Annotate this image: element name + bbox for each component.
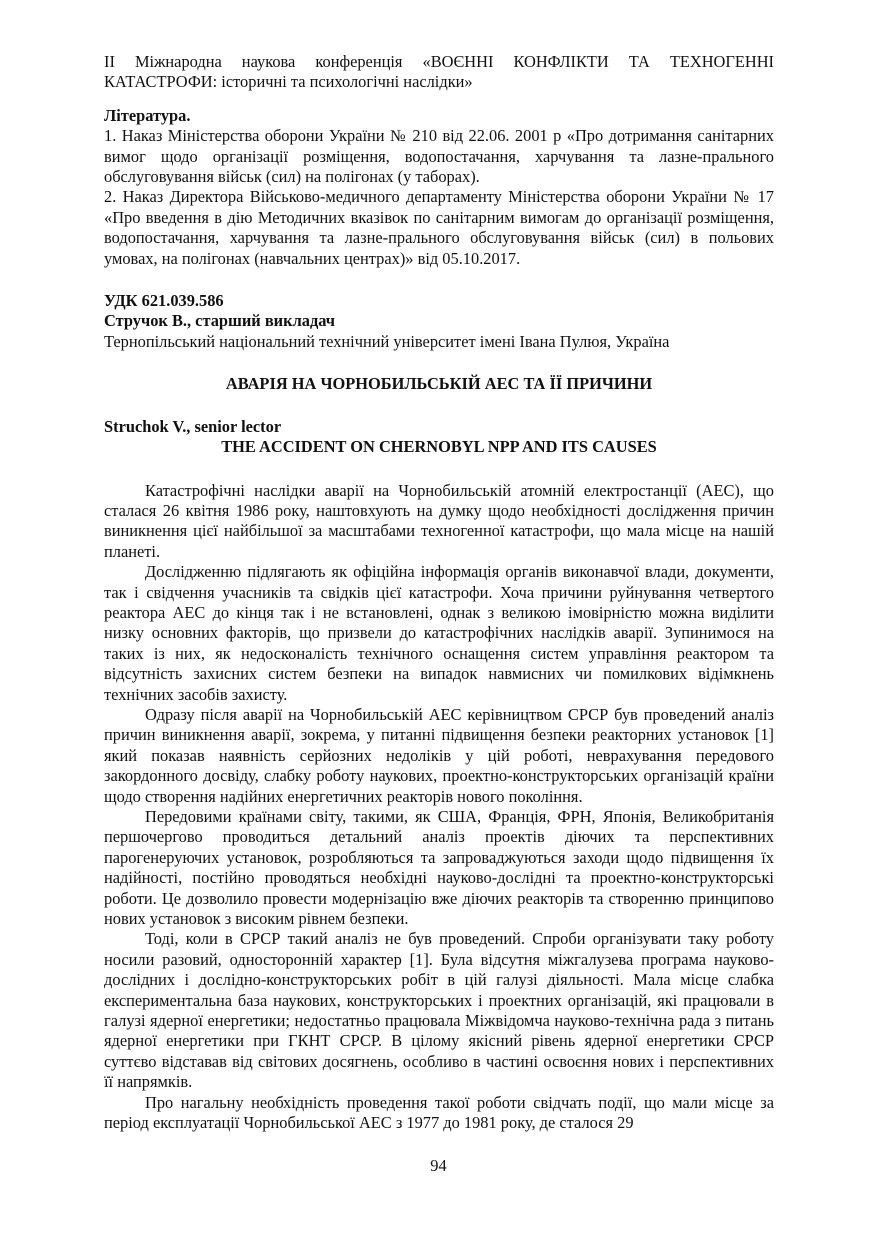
body-paragraph: Одразу після аварії на Чорнобильській АЕС керівництвом СРСР був проведений аналіз причин виникнення аварії, зокрема, у питанні підвищення безпеки реакторних установок [1] який показав наявність серйозних недоліків у цій роботі, неврахування передового закордонного досвіду, слабку роботу наукових, проектно-конструкторських організацій країни щодо створення надійних енергетичних реакторів нового покоління. xyxy=(104,704,774,806)
literature-item: 2. Наказ Директора Військово-медичного департаменту Міністерства оборони України № 17 «Про введення в дію Методичних вказівок по санітарним вимогам до організації розміщення, водопостачання, харчування та лазне-прального обслуговування військ (сил) в польових умовах, на полігонах (навчальних центрах)» від 05.10.2017. xyxy=(104,187,774,268)
literature-item: 1. Наказ Міністерства оборони України № 210 від 22.06. 2001 р «Про дотримання санітарних вимог щодо організації розміщення, водопостачання, харчування та лазне-прального обслуговування військ (сил) на полігонах (у таборах). xyxy=(104,126,774,187)
body-paragraph: Передовими країнами світу, такими, як США, Франція, ФРН, Японія, Великобританія першочергово проводиться детальний аналіз проектів діючих та перспективних парогенеруючих установок, розробляються та запроваджуються заходи щодо підвищення їх надійності, постійно проводяться необхідні науково-дослідні та проектно-конструкторські роботи. Це дозволило провести модернізацію вже діючих реакторів та створенню принципово нових установок з високим рівнем безпеки. xyxy=(104,807,774,929)
author-affiliation: Тернопільський національний технічний університет імені Івана Пулюя, Україна xyxy=(104,331,670,351)
article-title-ua: АВАРІЯ НА ЧОРНОБИЛЬСЬКІЙ АЕС ТА ЇЇ ПРИЧИНИ xyxy=(225,374,653,394)
body-paragraph: Тоді, коли в СРСР такий аналіз не був проведений. Спроби організувати таку роботу носили разовий, односторонній характер [1]. Була відсутня міжгалузева програма науково-дослідних і дослідно-конструкторських робіт в цій галузі діяльності. Мала місце слабка експериментальна база наукових, конструкторських і проектних організацій, які працювали в галузі ядерної енергетики; недостатньо працювала Міжвідомча науково-технічна рада з питань ядерної енергетики при ГКНТ СРСР. В цілому якісний рівень ядерної енергетики СРСР суттєво відставав від світових досягнень, особливо в частині освоєння нових і перспективних її напрямків. xyxy=(104,929,774,1092)
page-number: 94 xyxy=(430,1156,447,1175)
udk-code: УДК 621.039.586 xyxy=(104,291,224,311)
body-paragraph: Катастрофічні наслідки аварії на Чорнобильській атомній електростанції (АЕС), що сталася 26 квітня 1986 року, наштовхують на думку щодо необхідності дослідження причин виникнення цієї найбільшої за масштабами техногенної катастрофи, що мала місце на нашій планеті. xyxy=(104,480,774,561)
literature-heading: Література. xyxy=(104,105,191,125)
article-title-en: THE ACCIDENT ON CHERNOBYL NPP AND ITS CAUSES xyxy=(221,437,657,457)
author-name-en: Struchok V., senior lector xyxy=(104,416,282,436)
article-body xyxy=(104,481,774,1134)
author-name: Стручок В., старший викладач xyxy=(104,311,336,331)
body-paragraph: Про нагальну необхідність проведення такої роботи свідчать події, що мали місце за період експлуатації Чорнобильської АЕС з 1977 до 1981 року, де сталося 29 xyxy=(104,1092,774,1133)
conference-header: ІІ Міжнародна наукова конференція «ВОЄННІ КОНФЛІКТИ ТА ТЕХНОГЕННІ КАТАСТРОФИ: історичні та психологічні наслідки» xyxy=(104,52,774,92)
body-paragraph: Дослідженню підлягають як офіційна інформація органів виконавчої влади, документи, так і свідчення учасників та свідків цієї катастрофи. Хоча причини руйнування четвертого реактора АЕС до кінця так і не встановлені, однак з великою імовірністю можна виділити низку основних факторів, що призвели до катастрофічних наслідків аварії. Зупинимося на таких із них, як недосконаліcть технічного оснащення систем управління реактором та відсутність захисних систем безпеки на випадок навмисних чи помилкових відімкнень технічних засобів захисту. xyxy=(104,562,774,704)
